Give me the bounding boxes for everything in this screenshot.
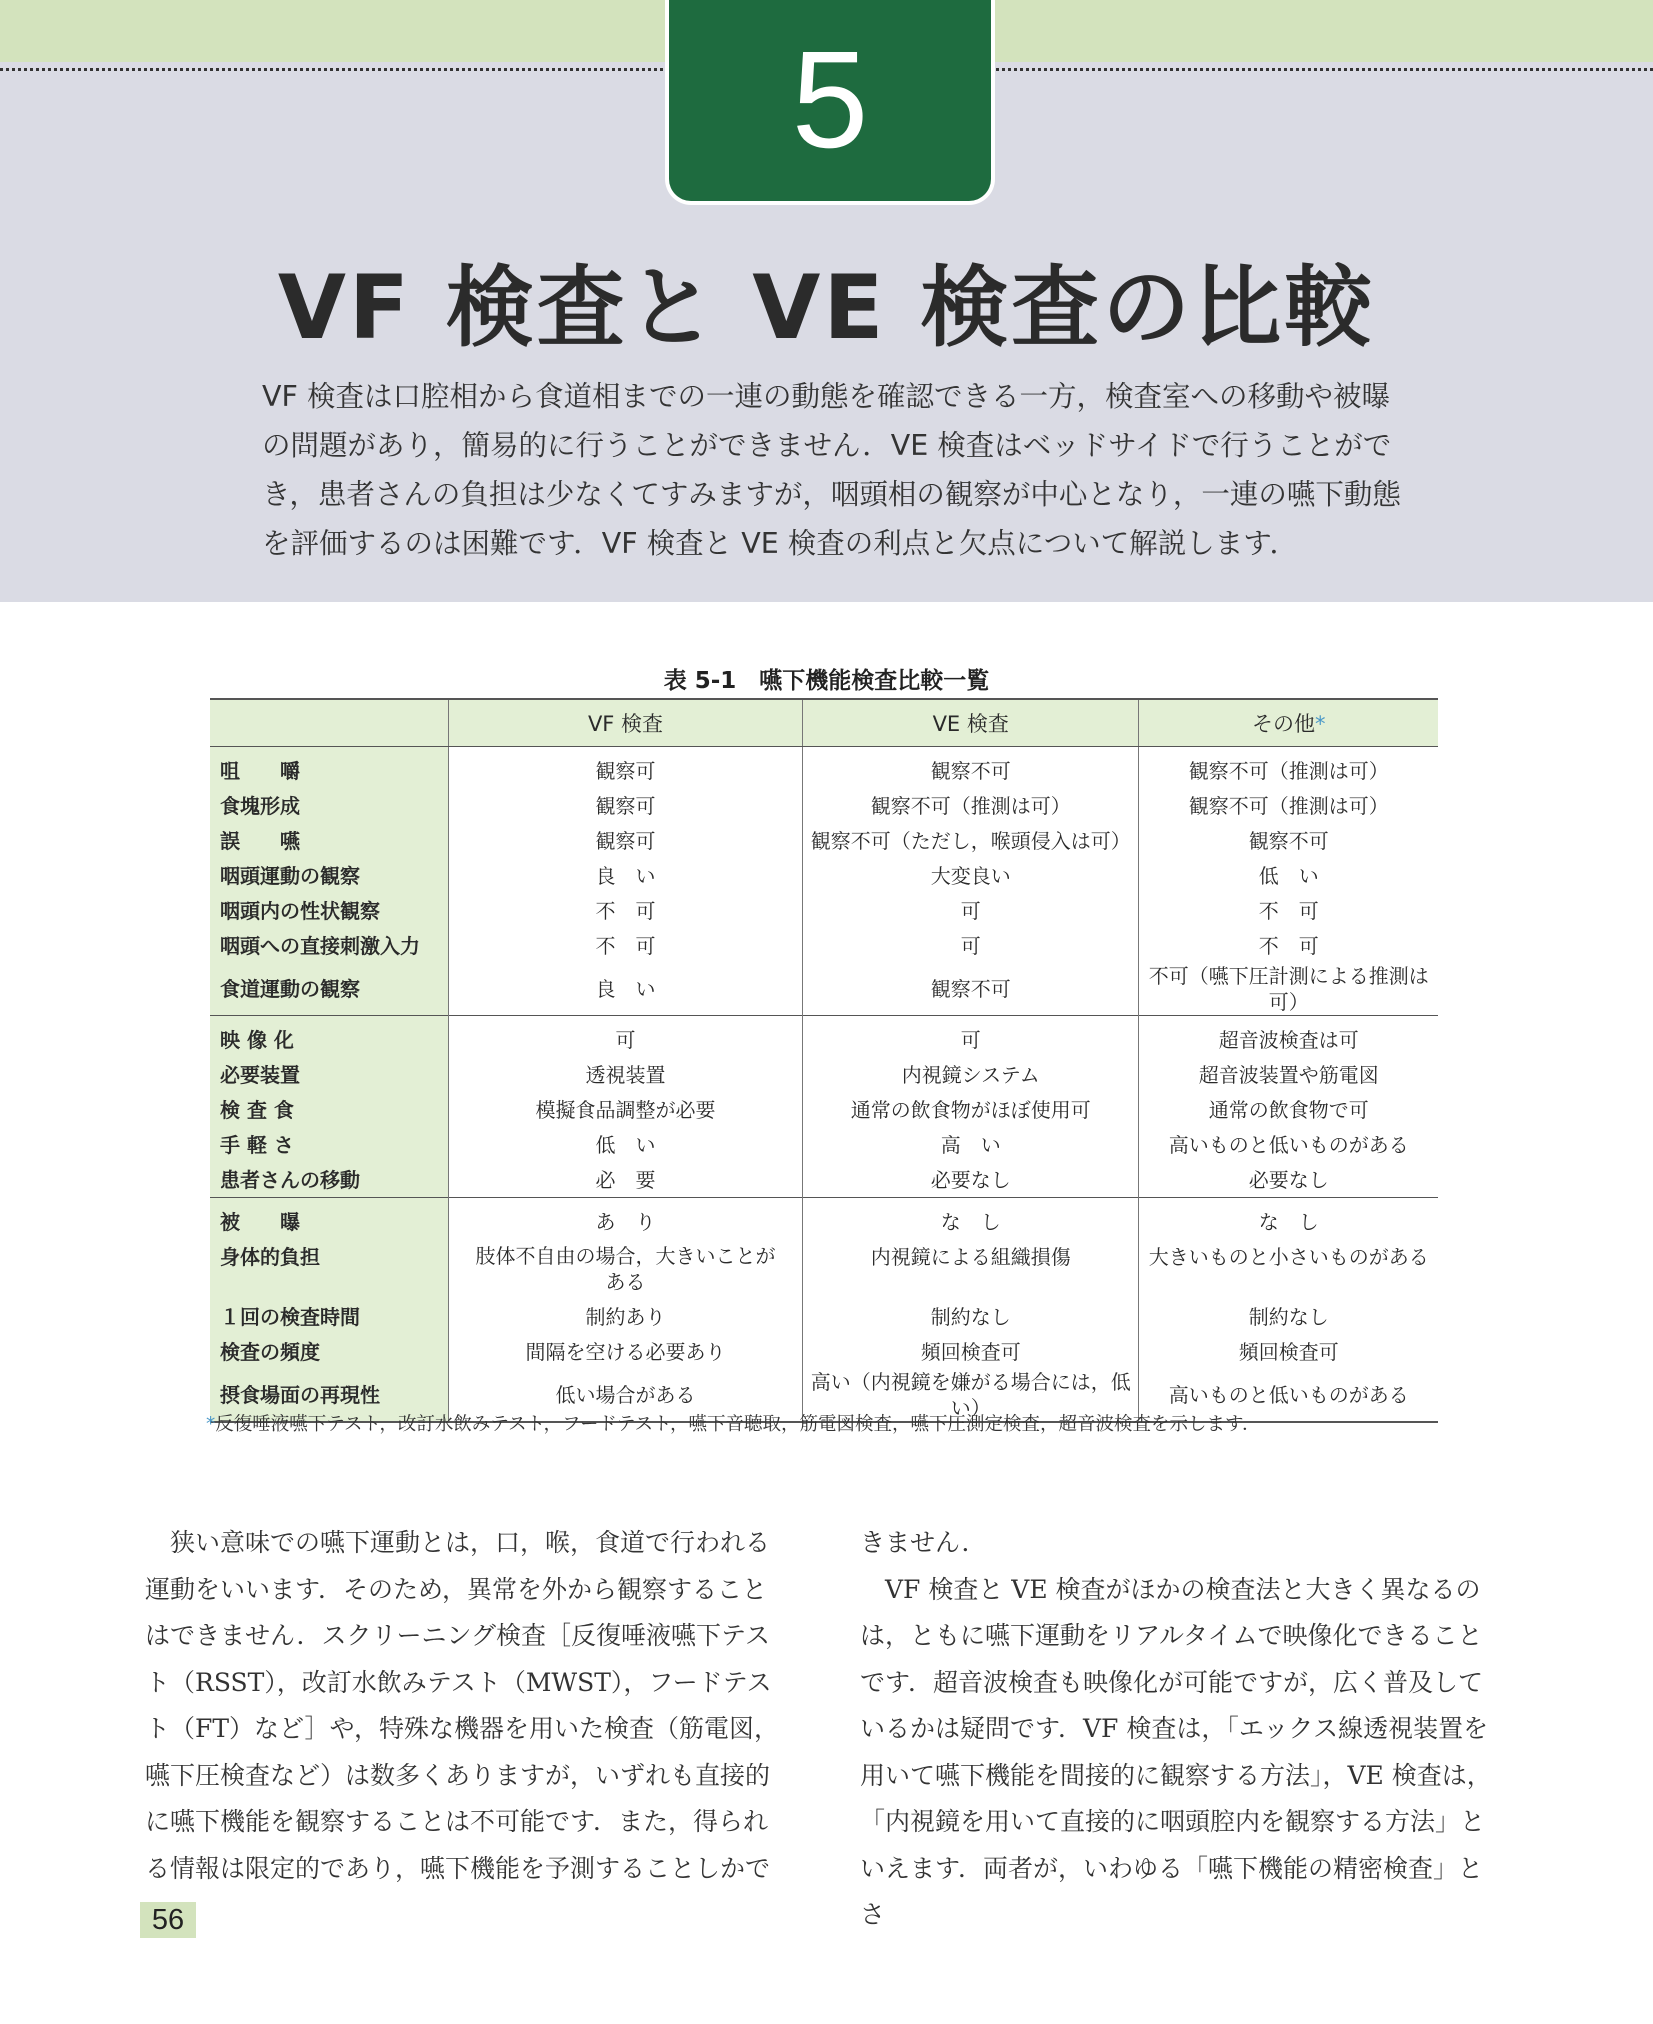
table-row bbox=[210, 928, 1438, 963]
table-cell: 必要なし bbox=[1139, 1162, 1438, 1198]
table-cell: 観察不可（推測は可） bbox=[803, 788, 1139, 823]
row-label: 食道運動の観察 bbox=[210, 963, 449, 1016]
table-footnote bbox=[206, 1410, 1446, 1436]
table-cell: 可 bbox=[803, 1016, 1139, 1058]
footnote-text: 反復唾液嚥下テスト，改訂水飲みテスト，フードテスト，嚥下音聴取，筋電図検査，嚥下圧測定検査，超音波検査を示します． bbox=[215, 1414, 1261, 1435]
table-cell: 通常の飲食物で可 bbox=[1139, 1092, 1438, 1127]
table-cell: あ り bbox=[449, 1198, 803, 1240]
table-row bbox=[210, 1162, 1438, 1198]
table-cell: 高いものと低いものがある bbox=[1139, 1369, 1438, 1422]
row-label: 咀 嚼 bbox=[210, 747, 449, 789]
table-header-row bbox=[210, 699, 1438, 747]
table-cell: 観察不可（推測は可） bbox=[1139, 747, 1438, 789]
table-cell: 観察不可（推測は可） bbox=[1139, 788, 1438, 823]
table-row bbox=[210, 1127, 1438, 1162]
table-cell: 高い（内視鏡を嫌がる場合には，低い） bbox=[803, 1369, 1139, 1422]
table-cell: 低 い bbox=[1139, 858, 1438, 893]
table-cell: 低い場合がある bbox=[449, 1369, 803, 1422]
table-cell: 不 可 bbox=[1139, 928, 1438, 963]
table-row bbox=[210, 1198, 1438, 1240]
table-row bbox=[210, 963, 1438, 1016]
body-paragraph: きません． bbox=[860, 1528, 987, 1557]
row-label: 誤 嚥 bbox=[210, 823, 449, 858]
row-label: 手 軽 さ bbox=[210, 1127, 449, 1162]
table-cell: 不 可 bbox=[449, 928, 803, 963]
table-row bbox=[210, 823, 1438, 858]
table-cell: 大きいものと小さいものがある bbox=[1139, 1239, 1438, 1299]
table-cell: 通常の飲食物がほぼ使用可 bbox=[803, 1092, 1139, 1127]
table-cell: 低 い bbox=[449, 1127, 803, 1162]
table-row bbox=[210, 1092, 1438, 1127]
comparison-table bbox=[210, 698, 1438, 1423]
table-row bbox=[210, 788, 1438, 823]
table-cell: 超音波検査は可 bbox=[1139, 1016, 1438, 1058]
table-cell: 頻回検査可 bbox=[1139, 1334, 1438, 1369]
table-cell: 可 bbox=[803, 928, 1139, 963]
table-cell: 模擬食品調整が必要 bbox=[449, 1092, 803, 1127]
row-label: 検 査 食 bbox=[210, 1092, 449, 1127]
table-cell: 超音波装置や筋電図 bbox=[1139, 1057, 1438, 1092]
body-column-left bbox=[145, 1520, 785, 1892]
table-cell: 間隔を空ける必要あり bbox=[449, 1334, 803, 1369]
page-title: VF 検査と VE 検査の比較 bbox=[277, 256, 1376, 359]
table-cell: 良 い bbox=[449, 858, 803, 893]
table-corner-cell bbox=[210, 699, 449, 747]
lead-paragraph: VF 検査は口腔相から食道相までの一連の動態を確認できる一方，検査室への移動や被曝の問題があり，簡易的に行うことができません．VE 検査はベッドサイドで行うことができ，患者さんの負担は少なくてすみますが，咽頭相の観察が中心となり，一連の嚥下動態を評価するのは困難です．VF 検査と VE 検査の利点と欠点について解説します． bbox=[262, 380, 1401, 560]
row-label: １回の検査時間 bbox=[210, 1299, 449, 1334]
table-cell: 制約あり bbox=[449, 1299, 803, 1334]
table-row bbox=[210, 747, 1438, 789]
row-label: 患者さんの移動 bbox=[210, 1162, 449, 1198]
body-paragraph: 狭い意味での嚥下運動とは，口，喉，食道で行われる運動をいいます．そのため，異常を外から観察することはできません．スクリーニング検査［反復唾液嚥下テスト（RSST），改訂水飲みテスト（MWST），フードテスト（FT）など］や，特殊な機器を用いた検査（筋電図，嚥下圧検査など）は数多くありますが，いずれも直接的に嚥下機能を観察することは不可能です．また，得られる情報は限定的であり，嚥下機能を予測することしかで bbox=[145, 1528, 780, 1883]
table-row bbox=[210, 1239, 1438, 1299]
body-paragraph: VF 検査と VE 検査がほかの検査法と大きく異なるのは，ともに嚥下運動をリアルタイムで映像化できることです．超音波検査も映像化が可能ですが，広く普及しているかは疑問です．VF 検査は，「エックス線透視装置を用いて嚥下機能を間接的に観察する方法」，VE 検査は，「内視鏡を用いて直接的に咽頭腔内を観察する方法」といえます．両者が，いわゆる「嚥下機能の精密検査」とさ bbox=[860, 1574, 1492, 1929]
table-cell: 制約なし bbox=[803, 1299, 1139, 1334]
table-cell: 観察可 bbox=[449, 747, 803, 789]
table-caption: 表 5-1 嚥下機能検査比較一覧 bbox=[663, 668, 990, 694]
row-label: 咽頭運動の観察 bbox=[210, 858, 449, 893]
table-cell: な し bbox=[1139, 1198, 1438, 1240]
row-label: 被 曝 bbox=[210, 1198, 449, 1240]
row-label: 必要装置 bbox=[210, 1057, 449, 1092]
table-cell: 観察不可（ただし，喉頭侵入は可） bbox=[803, 823, 1139, 858]
table-cell: 良 い bbox=[449, 963, 803, 1016]
asterisk-mark: * bbox=[1314, 712, 1326, 736]
table-cell: 透視装置 bbox=[449, 1057, 803, 1092]
row-label: 咽頭内の性状観察 bbox=[210, 893, 449, 928]
row-label: 身体的負担 bbox=[210, 1239, 449, 1299]
table-cell: 制約なし bbox=[1139, 1299, 1438, 1334]
table-cell: 肢体不自由の場合，大きいことがある bbox=[449, 1239, 803, 1299]
row-label: 咽頭への直接刺激入力 bbox=[210, 928, 449, 963]
table-cell: 内視鏡による組織損傷 bbox=[803, 1239, 1139, 1299]
table-cell: 不可（嚥下圧計測による推測は可） bbox=[1139, 963, 1438, 1016]
table-row bbox=[210, 1299, 1438, 1334]
table-row bbox=[210, 1057, 1438, 1092]
header-ve: VE 検査 bbox=[803, 699, 1139, 747]
table-cell: 不 可 bbox=[449, 893, 803, 928]
header-vf: VF 検査 bbox=[449, 699, 803, 747]
table-cell: な し bbox=[803, 1198, 1139, 1240]
table-row bbox=[210, 1016, 1438, 1058]
page-number: 56 bbox=[140, 1902, 196, 1938]
table-cell: 内視鏡システム bbox=[803, 1057, 1139, 1092]
chapter-number-tab: 5 bbox=[665, 0, 995, 205]
table-cell: 観察不可 bbox=[803, 747, 1139, 789]
body-column-right bbox=[860, 1520, 1500, 1939]
table-row bbox=[210, 893, 1438, 928]
table-cell: 必要なし bbox=[803, 1162, 1139, 1198]
table-row bbox=[210, 1334, 1438, 1369]
table-cell: 大変良い bbox=[803, 858, 1139, 893]
table-cell: 可 bbox=[449, 1016, 803, 1058]
table-cell: 必 要 bbox=[449, 1162, 803, 1198]
table-cell: 高 い bbox=[803, 1127, 1139, 1162]
table-cell: 頻回検査可 bbox=[803, 1334, 1139, 1369]
table-cell: 観察不可 bbox=[1139, 823, 1438, 858]
table-cell: 観察不可 bbox=[803, 963, 1139, 1016]
table-cell: 不 可 bbox=[1139, 893, 1438, 928]
table-cell: 観察可 bbox=[449, 788, 803, 823]
row-label: 検査の頻度 bbox=[210, 1334, 449, 1369]
table-cell: 高いものと低いものがある bbox=[1139, 1127, 1438, 1162]
table-row bbox=[210, 858, 1438, 893]
row-label: 映 像 化 bbox=[210, 1016, 449, 1058]
header-other: その他* bbox=[1139, 699, 1438, 747]
asterisk-mark: * bbox=[206, 1414, 216, 1435]
table-cell: 可 bbox=[803, 893, 1139, 928]
table-cell: 観察可 bbox=[449, 823, 803, 858]
row-label: 食塊形成 bbox=[210, 788, 449, 823]
row-label: 摂食場面の再現性 bbox=[210, 1369, 449, 1422]
